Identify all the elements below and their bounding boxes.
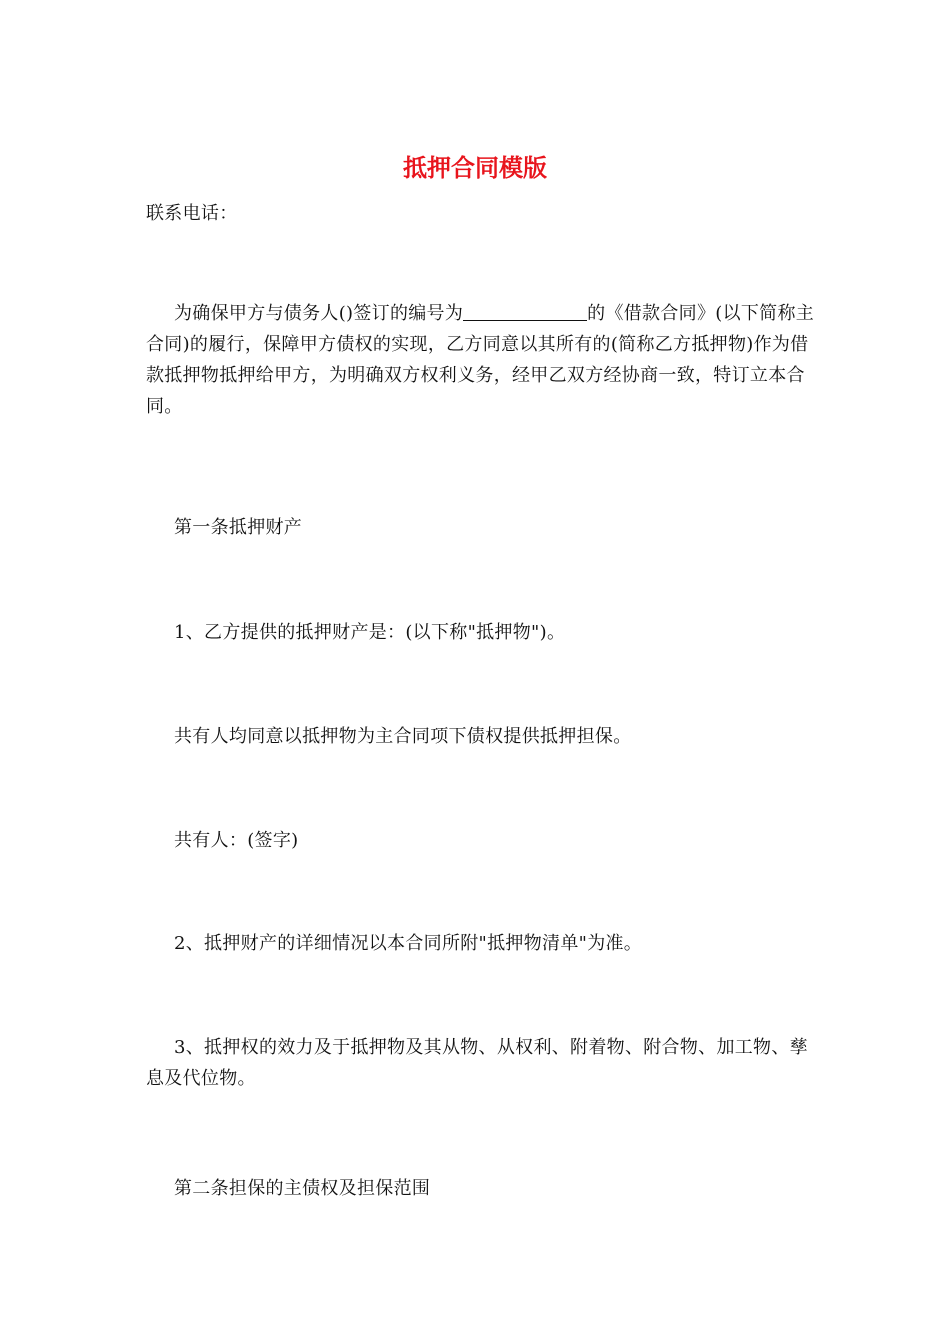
article1-item2: 2、抵押财产的详细情况以本合同所附"抵押物清单"为准。 xyxy=(174,933,643,954)
coowner-consent: 共有人均同意以抵押物为主合同项下债权提供抵押担保。 xyxy=(174,726,632,747)
article1-heading: 第一条抵押财产 xyxy=(174,517,303,538)
contact-line: 联系电话： xyxy=(146,203,238,224)
article1-item1: 1、乙方提供的抵押财产是：(以下称"抵押物")。 xyxy=(174,622,566,643)
document-title: 抵押合同模版 xyxy=(403,154,547,182)
contract-number-blank xyxy=(463,302,587,321)
coowner-signature-line: 共有人：(签字) xyxy=(174,830,299,851)
intro-text-part1: 为确保甲方与债务人()签订的编号为 xyxy=(174,303,464,324)
intro-paragraph xyxy=(146,298,816,422)
article1-item3: 3、抵押权的效力及于抵押物及其从物、从权利、附着物、附合物、加工物、孳息及代位物。 xyxy=(146,1037,808,1089)
article2-heading: 第二条担保的主债权及担保范围 xyxy=(174,1178,431,1199)
intro-text-part2: 的《借款合同》(以下简称主合同)的履行，保障甲方债权的实现，乙方同意以其所有的(简称乙方抵押物)作为借款抵押物抵押给甲方，为明确双方权利义务，经甲乙双方经协商一致，特订立本合同。 xyxy=(146,303,815,417)
